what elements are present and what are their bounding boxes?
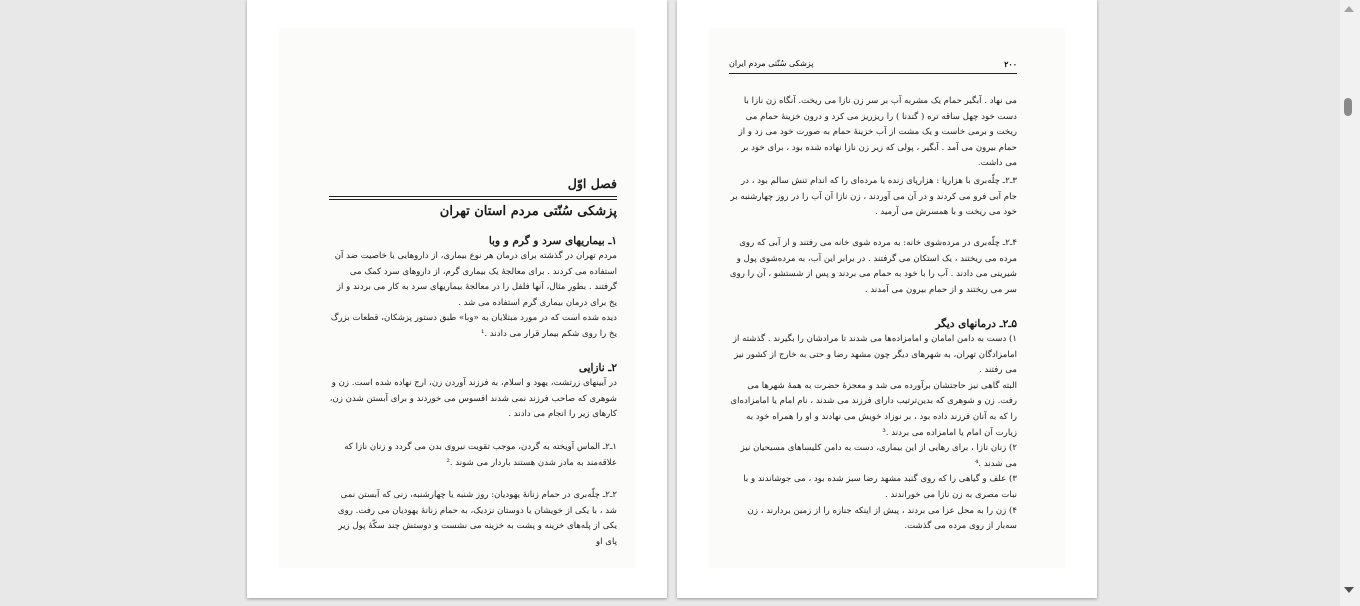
paragraph: ۱ـ۲ـ الماس آویخته به گردن، موجب تقویت نیروی بدن می گردد و زنان نازا که علاقه‌مند به مادر شدن هستند باردار می شوند .² [344,442,617,468]
section-2 [329,360,617,423]
vertical-scrollbar[interactable] [1340,0,1360,606]
section-2-5 [729,316,1017,535]
section-2-2 [329,488,617,550]
scanned-page-right [709,28,1065,568]
section-2-3 [729,174,1017,221]
scrollbar-thumb[interactable] [1344,98,1352,116]
paragraph: البته گاهی نیز حاجتشان برآورده می شد و معجزهٔ حضرت به همهٔ شهرها می رفت. زن و شوهری که بدین‌ترتیب دارای فرزند می شدند ، نام امام یا امامزاده‌ای را که به آنان فرزند داده بود ، بر نوزاد خویش می نهادند و او را همراه خود به زیارت آن امام یا امامزاده می بردند .³ [730,380,1017,438]
section-heading: ۵ـ۲ـ درمانهای دیگر [935,318,1017,330]
paragraph: ۱) دست به دامن امامان و امامزاده‌ها می شدند تا مرادشان را بگیرند . گذشته از امامزادگان تهران، به شهرهای دیگر چون مشهد رضا و حتی به خارج از کشور نیز می رفتند . [732,334,1017,376]
page-left [247,0,667,598]
paragraph: ۳ـ۲ـ چلّه‌بری با هزارپا : هزارپای زنده یا مرده‌ای را که اندام تنش سالم بود ، در جام آبی فرو می کردند و در آن می آوردند ، زن نازا آن آب را در روز چهارشنبه بر خود می ریخت و با همسرش می آرمید . [730,176,1017,218]
scroll-up-arrow-icon[interactable] [1344,6,1354,12]
section-2-4 [729,236,1017,298]
header-rule [729,73,1017,74]
paragraph: ۳) علف و گیاهی را که روی گنبد مشهد رضا سبز شده بود ، می جوشاندند و با نبات مصری به زن نازا می خوراندند . [743,474,1017,500]
paragraph: می نهاد . آبگیر حمام یک مشربه آب بر سر زن نازا می ریخت. آنگاه زن نازا با دست خود چهل ساقه تره ( گندنا ) را ریزریز می کرد و درون خزینهٔ حمام می ریخت و برمی خاست و یک مشت از آب خزینهٔ حمام به صورت خود می زد و از حمام بیرون می آمد . آبگیر ، پولی که زیر زن نازا نهاده شده بود ، برای خود بر می داشت. [738,96,1017,169]
section-2-1 [329,440,617,471]
running-header [729,59,1017,69]
page-number: ۲۰۰ [1004,59,1017,69]
scanned-page-left [279,28,635,568]
running-head-title: پزشکی سُنّتی مردم ایران [729,59,814,68]
chapter-rule-bottom [329,199,617,200]
section-heading: ۱ـ بیماریهای سرد و گرم و وبا [488,235,617,247]
section-1 [329,233,617,343]
chapter-rule-top [329,196,617,197]
paragraph: در آیینهای زرتشت، یهود و اسلام، به فرزند آوردن زن، ارج نهاده شده است. زن و شوهری که صاحب فرزند نمی شدند افسوس می خوردند و برای آبستن شدن زن، کارهای زیر را انجام می دادند . [329,378,617,420]
paragraph: ۲ـ۲ـ چلّه‌بری در حمام زنانهٔ یهودیان: روز شنبه یا چهارشنبه، زنی که آبستن نمی شد ، با یکی از خویشان یا دوستان نزدیک، به حمام زنانهٔ یهودیان می رفت. روی یکی از پله‌های خزینه و پشت به خزینه می نشست و دوستش چند سکّهٔ پول زیر پای او [337,490,617,547]
paragraph: مردم تهران در گذشته برای درمان هر نوع بیماری، از داروهایی با خاصیت ضد آن استفاده می کردند . برای معالجهٔ یک بیماری گرم، از داروهای سرد کمک می گرفتند . بطور مثال، آنها فلفل را در معالجهٔ بیماریهای سرد به کار می بردند و از یخ برای درمان بیماری گرم استفاده می شد . [334,251,617,308]
continued-paragraph [729,94,1017,172]
page-right [677,0,1097,598]
paragraph: ۲) زنان نازا ، برای رهایی از این بیماری، دست به دامن کلیساهای مسیحیان نیز می شدند .⁴ [740,443,1017,469]
paragraph: ۴) زن را به محل عزا می بردند ، پیش از اینکه جنازه را از زمین بردارند ، زن سه‌بار از روی مرده می گذشت. [747,505,1017,532]
chapter-label: فصل اوّل [567,176,617,191]
paragraph: ۴ـ۲ـ چلّه‌بری در مرده‌شوی خانه: به مرده شوی خانه می رفتند و از آبی که روی مرده می ریختند ، یک استکان می گرفتند . در برابر این آب، به مرده‌شوی پول و شیرینی می دادند . آب را با خود به حمام می بردند و پس از شستشو ، آن را روی سر می ریختند و از حمام بیرون می آمدند . [729,238,1017,295]
chapter-title: پزشکی سُنّتی مردم استان تهران [439,204,617,219]
section-heading: ۲ـ نازایی [578,362,617,374]
scroll-down-arrow-icon[interactable] [1344,587,1354,593]
paragraph: دیده شده است که در مورد مبتلایان به «وبا» طبق دستور پزشکان، قطعات بزرگ یخ را روی شکم بیمار قرار می دادند .¹ [330,313,617,339]
